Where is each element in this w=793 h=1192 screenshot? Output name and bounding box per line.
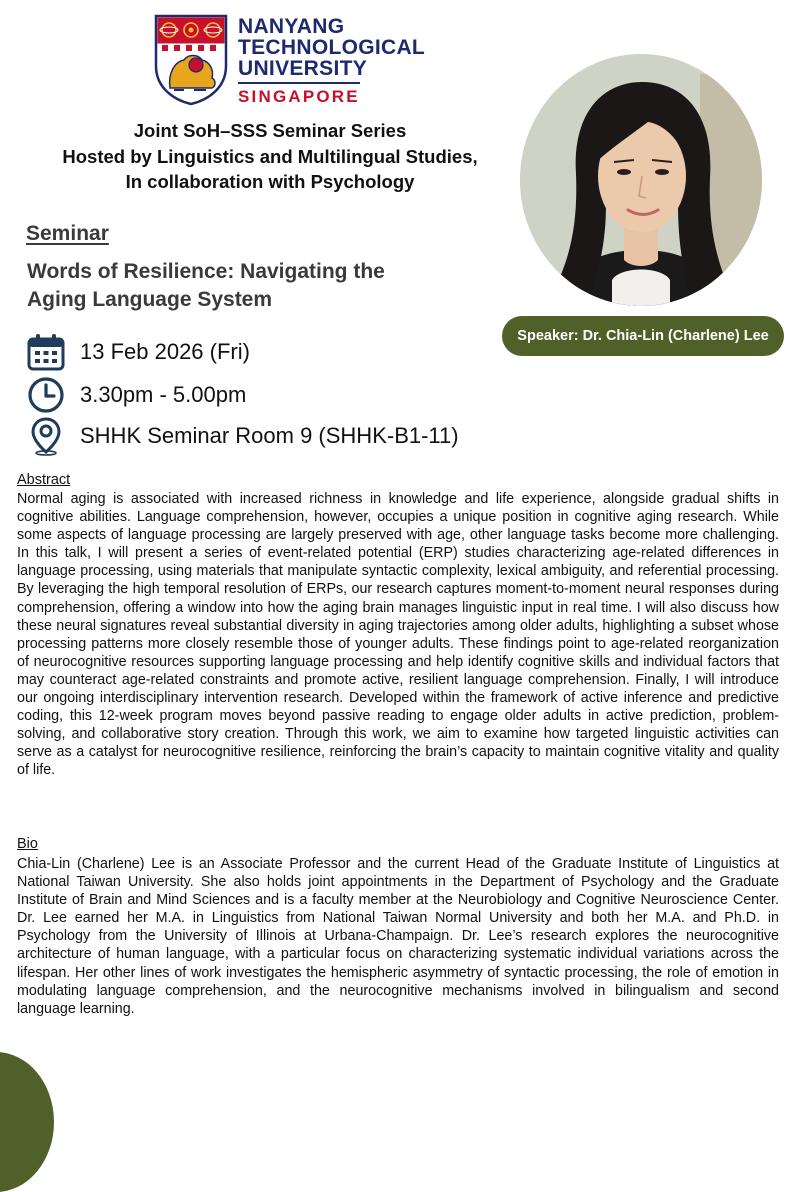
ntu-logo bbox=[154, 14, 424, 110]
logo-divider bbox=[238, 82, 360, 84]
location-pin-icon bbox=[26, 416, 66, 456]
speaker-portrait bbox=[520, 54, 762, 306]
series-line-2: Hosted by Linguistics and Multilingual Studies, bbox=[62, 145, 478, 167]
abstract-text: Normal aging is associated with increased richness in knowledge and life experience, alongside gradual shifts in cognitive abilities. Language comprehension, however, occupies a unique position in cognitive aging research. While some aspects of language processing are largely preserved with age, other language tasks become more challenging. In this talk, I will present a series of event-related potential (ERP) studies characterizing age-related differences in language processing, using materials that manipulate syntactic complexity, lexical ambiguity, and referential processing. By leveraging the high temporal resolution of ERPs, our research captures moment-to-moment neural responses during comprehension, offering a window into how the aging brain manages linguistic input in real time. I will also discuss how these neural signatures reveal substantial diversity in aging trajectories among older adults, highlighting a subset whose processing patterns more closely resemble those of younger adults. These findings point to age-related reorganization of neurocognitive resources supporting language processing and help identify cognitive skills and individual factors that may counteract age-related constraints and promote active, resilient language comprehension. Finally, I will introduce our ongoing interdisciplinary intervention research. Developed within the framework of active inference and predictive coding, this 12-week program moves beyond passive reading to engage older adults in active prediction, problem-solving, and collaborative story creation. Through this work, we aim to examine how targeted linguistic activities can serve as a catalyst for neurocognitive resilience, reinforcing the brain’s capacity to maintain cognitive vitality and quality of life. bbox=[17, 491, 779, 779]
event-date: 13 Feb 2026 (Fri) bbox=[80, 339, 250, 364]
ntu-wordmark bbox=[238, 16, 425, 106]
talk-title-line-2: Aging Language System bbox=[27, 288, 273, 311]
clock-icon bbox=[26, 375, 66, 415]
logo-line-singapore: SINGAPORE bbox=[238, 87, 360, 106]
series-line-3: In collaboration with Psychology bbox=[125, 171, 415, 192]
event-time-row bbox=[26, 375, 246, 415]
speaker-name-badge: Speaker: Dr. Chia-Lin (Charlene) Lee bbox=[502, 316, 784, 356]
decorative-corner-shape bbox=[0, 1052, 54, 1192]
seminar-series-header bbox=[14, 118, 526, 195]
speaker-photo-illustration bbox=[520, 54, 762, 306]
event-venue-row bbox=[26, 416, 459, 456]
event-date-row bbox=[26, 332, 250, 372]
talk-title bbox=[27, 258, 497, 314]
seminar-heading: Seminar bbox=[26, 222, 109, 245]
event-time: 3.30pm - 5.00pm bbox=[80, 382, 247, 407]
logo-line-nanyang: NANYANG bbox=[238, 15, 345, 38]
event-venue: SHHK Seminar Room 9 (SHHK-B1-11) bbox=[80, 423, 459, 448]
ntu-crest-icon bbox=[154, 14, 228, 106]
calendar-icon bbox=[26, 332, 66, 372]
logo-line-technological: TECHNOLOGICAL bbox=[238, 36, 426, 59]
series-line-1: Joint SoH–SSS Seminar Series bbox=[133, 120, 407, 141]
bio-label: Bio bbox=[17, 836, 38, 852]
bio-text: Chia-Lin (Charlene) Lee is an Associate Professor and the current Head of the Graduate Institute of Linguistics at National Taiwan University. She also holds joint appointments in the Department of Psychology and the Graduate Institute of Brain and Mind Sciences and is a faculty member at the Neurobiology and Cognitive Neuroscience Center. Dr. Lee earned her M.A. in Linguistics from National Taiwan Normal University and both her M.A. and Ph.D. in Psychology from the University of Illinois at Urbana-Champaign. Dr. Lee’s research explores the neurocognitive architecture of human language, with a particular focus on characterizing systematic individual variations across the lifespan. Her other lines of work investigates the hemispheric asymmetry of syntactic processing, the role of emotion in modulating language comprehension, and the neurocognitive mechanisms involved in bilingualism and second language learning. bbox=[17, 856, 779, 1017]
logo-line-university: UNIVERSITY bbox=[238, 57, 368, 80]
abstract-label: Abstract bbox=[17, 472, 71, 488]
talk-title-line-1: Words of Resilience: Navigating the bbox=[27, 260, 385, 283]
